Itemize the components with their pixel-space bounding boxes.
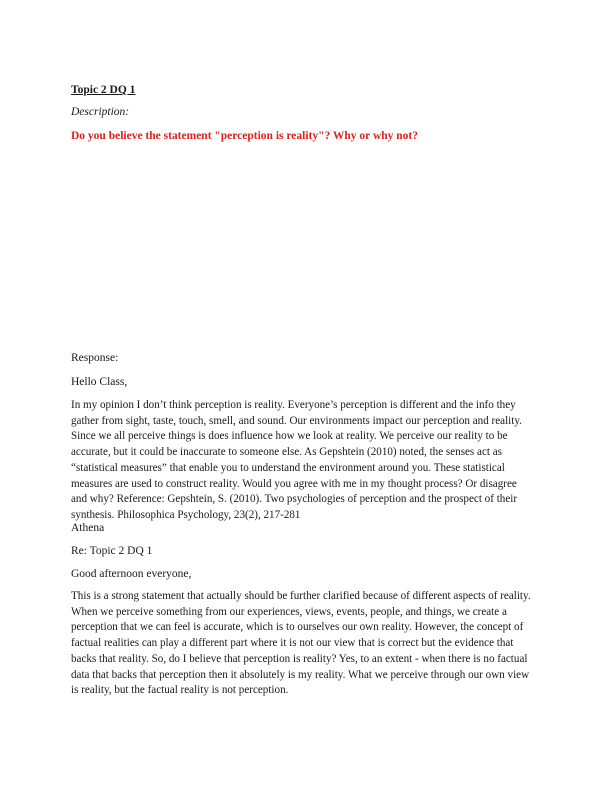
response-label: Response: — [71, 352, 119, 364]
post1-greeting: Hello Class, — [71, 376, 128, 388]
discussion-question: Do you believe the statement "perception is reality"? Why or why not? — [71, 130, 418, 142]
description-label: Description: — [71, 106, 130, 118]
topic-title: Topic 2 DQ 1 — [71, 84, 136, 96]
post1-author: Athena — [71, 522, 105, 534]
post2-reply-title: Re: Topic 2 DQ 1 — [71, 545, 153, 557]
post2-body: This is a strong statement that actually should be further clarified because of different aspects of reality. When we perceive something from our experiences, views, events, people, and things, we create a perception that we can feel is accurate, which is to ourselves our own reality. However, the concept of factual realities can play a different part where it is not our view that is correct but the evidence that backs that reality. So, do I believe that perception is reality? Yes, to an extent - when there is no factual data that backs that perception then it absolutely is my reality. What we perceive through our own view is reality, but the factual reality is not perception. — [71, 590, 531, 697]
post1-body: In my opinion I don’t think perception is reality. Everyone’s perception is different and the info they gather from sight, taste, touch, smell, and sound. Our environments impact our perception and reality. Since we all perceive things is does influence how we look at reality. We perceive our reality to be accurate, but it could be inaccurate to someone else. As Gepshtein (2010) noted, the senses act as “statistical measures” that enable you to understand the environment around you. These statistical measures are used to construct reality. Would you agree with me in my thought process? Or disagree and why? Reference: Gepshtein, S. (2010). Two psychologies of perception and the prospect of their synthesis. Philosophica Psychology, 23(2), 217-281 — [71, 399, 522, 521]
post2-greeting: Good afternoon everyone, — [71, 568, 192, 580]
